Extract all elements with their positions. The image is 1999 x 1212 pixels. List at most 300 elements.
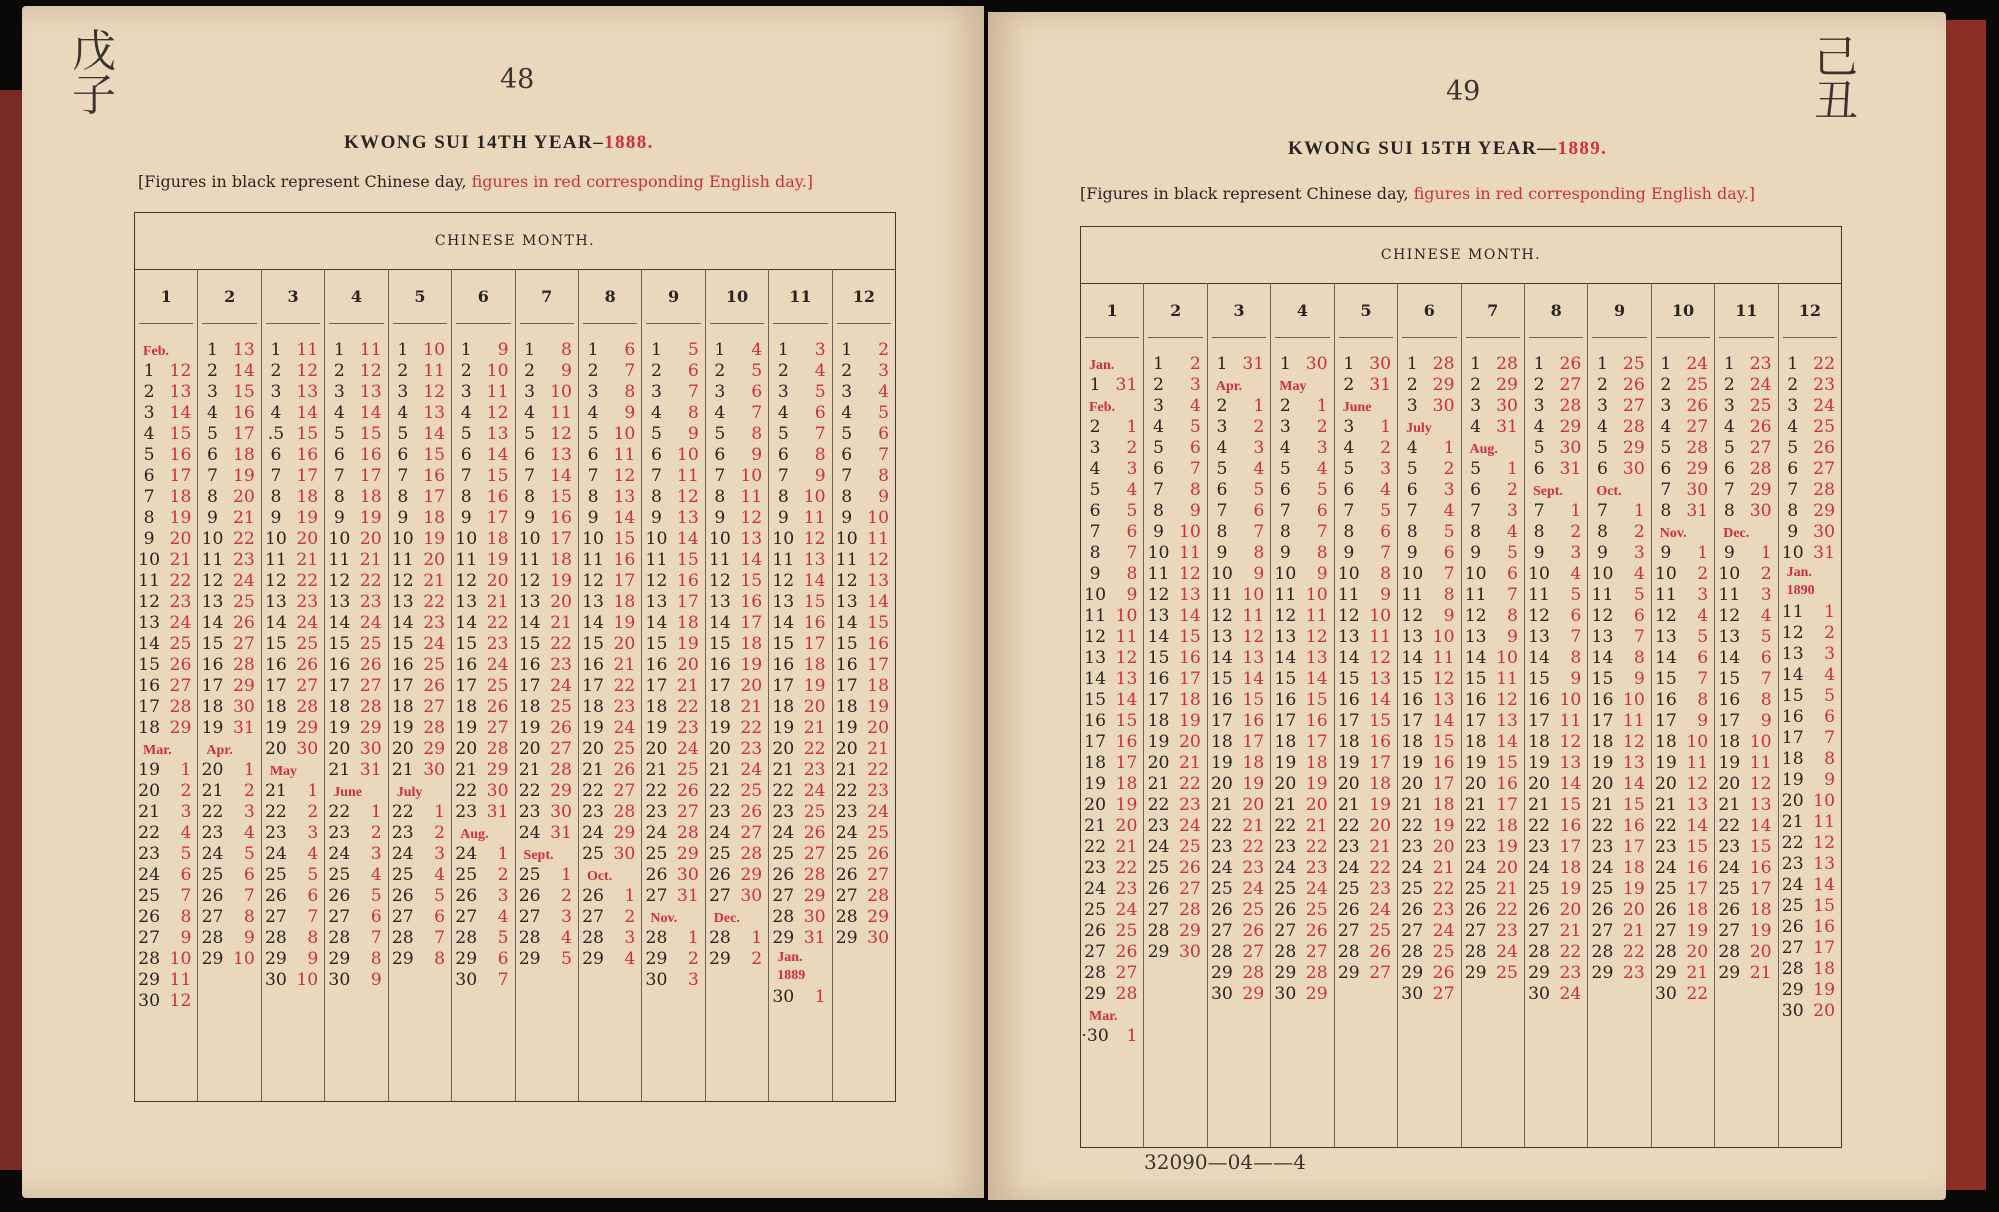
chinese-day: 9 [1787, 522, 1799, 542]
english-day: 10 [550, 382, 572, 402]
english-day: 14 [867, 592, 890, 612]
chinese-day: 28 [1337, 942, 1360, 962]
chinese-day: 16 [582, 655, 604, 675]
chinese-day: 6 [397, 445, 409, 465]
chinese-day: 20 [201, 760, 224, 780]
english-day: 11 [550, 403, 572, 423]
english-day: 9 [1824, 770, 1836, 790]
english-day: 31 [1369, 375, 1392, 395]
chinese-day: 18 [328, 697, 351, 717]
english-day: 13 [1496, 711, 1518, 731]
day-list [452, 324, 514, 991]
day-row [1779, 480, 1841, 501]
day-row [642, 361, 704, 382]
month-number: 9 [1592, 283, 1646, 338]
chinese-day: 26 [1274, 900, 1297, 920]
english-day: 25 [486, 676, 509, 696]
day-row [1081, 816, 1143, 837]
chinese-day: 10 [328, 529, 351, 549]
chinese-day: 25 [1274, 879, 1297, 899]
english-day: 24 [676, 739, 699, 759]
day-row [642, 928, 704, 949]
day-row [642, 340, 704, 361]
day-row [1779, 665, 1841, 686]
year-title [1288, 138, 1607, 160]
english-day: 26 [1369, 942, 1392, 962]
chinese-day: 6 [714, 445, 726, 465]
day-row [135, 970, 197, 991]
english-day: 9 [1189, 501, 1201, 521]
english-day: 26 [1749, 417, 1772, 437]
chinese-day: 27 [772, 886, 795, 906]
english-day: 29 [423, 739, 446, 759]
english-day: 29 [1305, 984, 1328, 1004]
day-row [516, 571, 578, 592]
chinese-day: 28 [1718, 942, 1741, 962]
day-row [579, 424, 641, 445]
chinese-day: 22 [455, 781, 478, 801]
english-day: 28 [1813, 480, 1836, 500]
english-day: 3 [624, 928, 636, 948]
day-row [389, 865, 451, 886]
english-day: 17 [1559, 837, 1582, 857]
chinese-day: 2 [714, 361, 726, 381]
day-row [833, 403, 895, 424]
chinese-day: 20 [391, 739, 414, 759]
chinese-day: 10 [265, 529, 287, 549]
month-number: 2 [1148, 283, 1202, 338]
chinese-day: 21 [1718, 795, 1741, 815]
month-columns [135, 269, 895, 1101]
chinese-day: 17 [1591, 711, 1614, 731]
english-day: 6 [878, 424, 890, 444]
english-day: 7 [814, 424, 826, 444]
english-day: 4 [624, 949, 636, 969]
day-row [325, 424, 387, 445]
chinese-day: 3 [333, 382, 345, 402]
day-row [1525, 711, 1587, 732]
legend-note-red: figures in red corresponding English day.] [1413, 184, 1756, 203]
chinese-day: 4 [270, 403, 282, 423]
day-row [833, 529, 895, 550]
english-day: 15 [359, 424, 382, 444]
english-day: 18 [1559, 858, 1582, 878]
chinese-day: 19 [1211, 753, 1233, 773]
english-day: 3 [561, 907, 572, 927]
english-day: 3 [687, 970, 699, 990]
english-day: 27 [359, 676, 382, 696]
english-day: 22 [1305, 837, 1328, 857]
chinese-day: 16 [265, 655, 287, 675]
english-day: 10 [1305, 585, 1328, 605]
english-day: 27 [1559, 375, 1582, 395]
english-day: 25 [1432, 942, 1455, 962]
chinese-day: 1 [1723, 354, 1735, 374]
month-column [1587, 283, 1650, 1147]
day-row [579, 823, 641, 844]
day-row [135, 466, 197, 487]
chinese-day: 19 [1718, 753, 1741, 773]
chinese-day: 14 [328, 613, 351, 633]
month-number: 4 [1275, 283, 1329, 338]
chinese-day: 9 [1216, 543, 1228, 563]
english-day: 7 [1316, 522, 1328, 542]
english-day: 16 [1115, 732, 1138, 752]
day-row [1715, 375, 1777, 396]
day-row [1462, 585, 1524, 606]
english-day: 25 [232, 592, 255, 612]
chinese-day: 23 [1274, 837, 1297, 857]
chinese-day: 14 [1147, 627, 1170, 647]
chinese-day: 2 [587, 361, 599, 381]
chinese-day: 15 [391, 634, 414, 654]
english-day: 5 [687, 340, 699, 360]
english-day: 17 [803, 634, 826, 654]
chinese-day: 16 [201, 655, 224, 675]
day-row [1715, 900, 1777, 921]
day-row [1398, 921, 1460, 942]
chinese-day: 7 [714, 466, 726, 486]
day-row [833, 739, 895, 760]
chinese-day: 2 [1597, 375, 1608, 395]
day-row [706, 949, 768, 970]
english-day: 2 [687, 949, 699, 969]
english-day: 14 [1178, 606, 1201, 626]
day-row [769, 634, 831, 655]
day-row [706, 424, 768, 445]
day-row [452, 571, 514, 592]
chinese-day: 29 [138, 970, 161, 990]
english-day: 16 [169, 445, 192, 465]
english-day: 5 [1633, 585, 1645, 605]
day-row [516, 466, 578, 487]
month-number: 12 [837, 269, 891, 324]
english-day: 16 [550, 508, 572, 528]
english-day: 11 [296, 340, 319, 360]
chinese-day: 26 [772, 865, 795, 885]
day-row [1588, 879, 1650, 900]
day-row [452, 970, 514, 991]
chinese-day: 22 [1464, 816, 1487, 836]
english-day: 29 [169, 718, 192, 738]
chinese-day: 13 [1718, 627, 1741, 647]
english-day: 27 [232, 634, 255, 654]
day-row [452, 550, 514, 571]
chinese-day: 11 [391, 550, 414, 570]
day-row [1081, 900, 1143, 921]
english-day: 16 [1432, 753, 1455, 773]
english-month-label: May [269, 764, 298, 779]
day-row [1335, 879, 1397, 900]
day-row [642, 403, 704, 424]
day-row [642, 802, 704, 823]
chinese-day: 15 [201, 634, 224, 654]
chinese-day: 20 [1211, 774, 1233, 794]
chinese-day: 29 [455, 949, 478, 969]
chinese-day: 17 [391, 676, 414, 696]
chinese-day: 5 [777, 424, 789, 444]
chinese-day: 29 [835, 928, 858, 948]
chinese-day: 27 [391, 907, 414, 927]
day-row [1588, 963, 1650, 984]
day-row [642, 970, 704, 991]
day-row [1398, 627, 1460, 648]
day-row [452, 907, 514, 928]
chinese-day: 5 [143, 445, 155, 465]
english-day: 31 [359, 760, 382, 780]
english-day: 20 [169, 529, 192, 549]
chinese-day: 4 [524, 403, 536, 423]
chinese-day: 13 [1781, 644, 1804, 664]
day-row [1081, 795, 1143, 816]
chinese-day: 4 [1723, 417, 1735, 437]
day-row [769, 760, 831, 781]
english-day: 15 [1749, 837, 1772, 857]
english-day: 24 [1559, 984, 1582, 1004]
day-row [706, 676, 768, 697]
day-row [325, 760, 387, 781]
english-day: 22 [1432, 879, 1455, 899]
english-day: 6 [1253, 501, 1265, 521]
day-row [1081, 585, 1143, 606]
chinese-day: 27 [138, 928, 161, 948]
chinese-day: 12 [772, 571, 795, 591]
english-day: 13 [1115, 669, 1138, 689]
day-row [325, 886, 387, 907]
english-day: 9 [497, 340, 509, 360]
english-day: 26 [1813, 438, 1836, 458]
chinese-day: 16 [1401, 690, 1424, 710]
english-day: 30 [740, 886, 763, 906]
chinese-day: 23 [1337, 837, 1360, 857]
chinese-day: 21 [1147, 774, 1170, 794]
chinese-day: 29 [1781, 980, 1804, 1000]
english-day: 3 [243, 802, 255, 822]
chinese-day: 28 [1654, 942, 1677, 962]
day-row [1525, 879, 1587, 900]
english-day: 18 [1178, 690, 1201, 710]
chinese-day: 27 [201, 907, 224, 927]
english-day: 9 [687, 424, 699, 444]
english-day: 12 [1749, 774, 1772, 794]
english-day: 29 [1432, 375, 1455, 395]
english-day: 20 [1115, 816, 1138, 836]
day-row [1462, 732, 1524, 753]
day-row [579, 676, 641, 697]
chinese-day: 12 [1211, 606, 1233, 626]
english-day: 11 [1115, 627, 1138, 647]
english-day: 30 [550, 802, 572, 822]
day-row [452, 487, 514, 508]
english-day: 27 [676, 802, 699, 822]
chinese-day: 26 [1211, 900, 1233, 920]
day-row [769, 676, 831, 697]
chinese-day: 17 [835, 676, 858, 696]
day-list [642, 324, 704, 991]
english-day: 28 [169, 697, 192, 717]
day-row [1652, 942, 1714, 963]
day-row [1144, 774, 1206, 795]
english-month-label: July [396, 785, 423, 800]
english-day: 28 [486, 739, 509, 759]
chinese-day: 6 [651, 445, 662, 465]
chinese-day: 5 [1279, 459, 1291, 479]
chinese-day: 29 [1464, 963, 1487, 983]
chinese-day: 21 [582, 760, 604, 780]
chinese-day: 11 [1591, 585, 1614, 605]
day-row [262, 571, 324, 592]
day-list [1081, 338, 1143, 1047]
english-day: 12 [1305, 627, 1328, 647]
chinese-day: 21 [1528, 795, 1550, 815]
chinese-day: 15 [1211, 669, 1233, 689]
day-row [516, 424, 578, 445]
chinese-day: 13 [201, 592, 224, 612]
chinese-day: 9 [1279, 543, 1291, 563]
chinese-day: 16 [1274, 690, 1297, 710]
english-day: 21 [550, 613, 572, 633]
chinese-day: 11 [455, 550, 478, 570]
chinese-day: 25 [391, 865, 414, 885]
english-day: 28 [423, 718, 446, 738]
day-row [262, 487, 324, 508]
day-row [135, 886, 197, 907]
day-row [642, 886, 704, 907]
english-day: 19 [1432, 816, 1455, 836]
day-row [642, 592, 704, 613]
english-day: 30 [803, 907, 826, 927]
english-day: 5 [1507, 543, 1518, 563]
month-number: 12 [1783, 283, 1837, 338]
english-day: 29 [1178, 921, 1201, 941]
chinese-day: 24 [582, 823, 604, 843]
english-day: 29 [1559, 417, 1582, 437]
chinese-day: 23 [1464, 837, 1487, 857]
day-row [1525, 417, 1587, 438]
day-row [1335, 375, 1397, 396]
day-row [262, 907, 324, 928]
english-day: 23 [740, 739, 763, 759]
day-row [706, 865, 768, 886]
day-row [262, 529, 324, 550]
english-day: 29 [1749, 480, 1772, 500]
day-row [452, 361, 514, 382]
chinese-day: 4 [143, 424, 155, 444]
day-row [1462, 522, 1524, 543]
chinese-day: 7 [143, 487, 155, 507]
chinese-day: 1 [1597, 354, 1608, 374]
chinese-day: 19 [518, 718, 541, 738]
english-day: 8 [1253, 543, 1265, 563]
chinese-day: 9 [1153, 522, 1164, 542]
day-row [1715, 753, 1777, 774]
day-row [769, 571, 831, 592]
day-row [1398, 711, 1460, 732]
english-day: 29 [613, 823, 636, 843]
chinese-day: 28 [1401, 942, 1424, 962]
day-row [389, 445, 451, 466]
chinese-day: 3 [270, 382, 282, 402]
day-row [1144, 627, 1206, 648]
chinese-day: 6 [1660, 459, 1672, 479]
day-row [642, 760, 704, 781]
english-month-label: June [1342, 400, 1372, 415]
english-day: 8 [1380, 564, 1392, 584]
english-day: 21 [1496, 879, 1518, 899]
day-row [706, 739, 768, 760]
day-row [833, 445, 895, 466]
day-row [1779, 623, 1841, 644]
english-day: 8 [1697, 690, 1709, 710]
chinese-day: 3 [1216, 417, 1228, 437]
english-day: 11 [423, 361, 446, 381]
handwritten-annotation: 己丑 [1814, 32, 1858, 127]
day-row [1144, 921, 1206, 942]
day-row [135, 613, 197, 634]
day-row [1144, 753, 1206, 774]
chinese-day: 18 [391, 697, 414, 717]
month-column [388, 269, 451, 1101]
chinese-day: 21 [1274, 795, 1297, 815]
day-row [1779, 833, 1841, 854]
day-row [1462, 480, 1524, 501]
chinese-day: 19 [1274, 753, 1297, 773]
day-row [135, 634, 197, 655]
chinese-day: 21 [201, 781, 224, 801]
day-row [389, 760, 451, 781]
day-row [1525, 774, 1587, 795]
chinese-day: 18 [1654, 732, 1677, 752]
day-row [1335, 711, 1397, 732]
chinese-day: 18 [455, 697, 478, 717]
english-day: 7 [1633, 627, 1645, 647]
day-row [1652, 564, 1714, 585]
day-row [1271, 669, 1333, 690]
chinese-day: 18 [518, 697, 541, 717]
english-day: 14 [232, 361, 255, 381]
chinese-day: 6 [841, 445, 853, 465]
english-day: 1 [561, 865, 572, 885]
chinese-day: 10 [201, 529, 224, 549]
english-day: 13 [550, 445, 572, 465]
english-day: 15 [1432, 732, 1455, 752]
chinese-day: 29 [1211, 963, 1233, 983]
english-day: 16 [1559, 816, 1582, 836]
chinese-day: 15 [1337, 669, 1360, 689]
chinese-day: 10 [1211, 564, 1233, 584]
day-row [452, 466, 514, 487]
day-row [1271, 858, 1333, 879]
chinese-day: 29 [1337, 963, 1360, 983]
day-row [516, 739, 578, 760]
day-row [1144, 879, 1206, 900]
day-list [1398, 338, 1460, 1005]
english-day: 25 [1686, 375, 1709, 395]
chinese-day: 25 [645, 844, 668, 864]
chinese-day: 21 [1464, 795, 1487, 815]
english-day: 2 [1189, 354, 1201, 374]
english-day: 9 [561, 361, 572, 381]
day-row [1779, 875, 1841, 896]
english-day: 12 [1559, 732, 1582, 752]
chinese-day: 1 [270, 340, 282, 360]
day-row [516, 655, 578, 676]
chinese-day: 9 [460, 508, 472, 528]
day-row [1779, 644, 1841, 665]
day-row [1779, 980, 1841, 1001]
chinese-day: 10 [1528, 564, 1550, 584]
day-row [1715, 501, 1777, 522]
